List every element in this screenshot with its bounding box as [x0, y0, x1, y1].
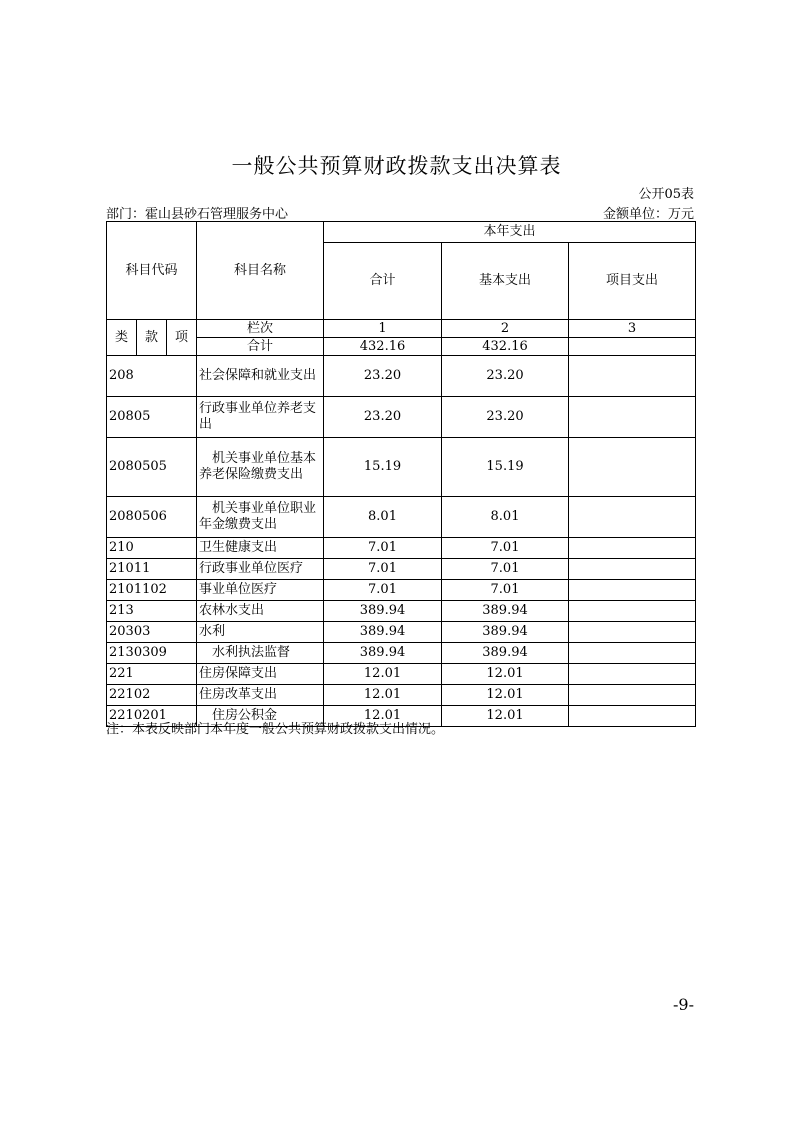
row-project	[569, 397, 696, 438]
sum-project	[569, 338, 696, 356]
row-project	[569, 601, 696, 622]
row-name: 卫生健康支出	[197, 538, 324, 559]
row-code: 213	[107, 601, 197, 622]
row-project	[569, 438, 696, 497]
row-total: 23.20	[324, 356, 442, 397]
header-total: 合计	[324, 243, 442, 320]
row-code: 20805	[107, 397, 197, 438]
department-label: 部门：霍山县砂石管理服务中心	[106, 207, 289, 222]
row-name: 农林水支出	[197, 601, 324, 622]
row-name: 住房保障支出	[197, 664, 324, 685]
row-total: 12.01	[324, 706, 442, 727]
row-name: 水利	[197, 622, 324, 643]
row-basic: 15.19	[442, 438, 569, 497]
row-project	[569, 356, 696, 397]
column-no-label: 栏次	[197, 320, 324, 338]
row-basic: 389.94	[442, 601, 569, 622]
row-project	[569, 538, 696, 559]
row-total: 7.01	[324, 538, 442, 559]
row-total: 7.01	[324, 559, 442, 580]
row-name: 水利执法监督	[197, 643, 324, 664]
row-basic: 23.20	[442, 356, 569, 397]
row-code: 2210201	[107, 706, 197, 727]
table-row	[107, 643, 696, 664]
sum-total: 432.16	[324, 338, 442, 356]
row-code: 2130309	[107, 643, 197, 664]
row-basic: 7.01	[442, 559, 569, 580]
row-code: 22102	[107, 685, 197, 706]
header-project: 项目支出	[569, 243, 696, 320]
row-code: 20303	[107, 622, 197, 643]
row-project	[569, 685, 696, 706]
row-project	[569, 580, 696, 601]
row-basic: 389.94	[442, 643, 569, 664]
table-row	[107, 622, 696, 643]
row-basic: 7.01	[442, 580, 569, 601]
budget-table	[106, 221, 696, 727]
row-basic: 12.01	[442, 664, 569, 685]
row-total: 389.94	[324, 643, 442, 664]
row-project	[569, 664, 696, 685]
row-total: 23.20	[324, 397, 442, 438]
row-basic: 12.01	[442, 706, 569, 727]
table-row	[107, 497, 696, 538]
row-name: 事业单位医疗	[197, 580, 324, 601]
sum-basic: 432.16	[442, 338, 569, 356]
row-code: 2080506	[107, 497, 197, 538]
row-project	[569, 497, 696, 538]
row-code: 208	[107, 356, 197, 397]
column-no-1: 1	[324, 320, 442, 338]
row-code: 21011	[107, 559, 197, 580]
row-total: 389.94	[324, 601, 442, 622]
row-project	[569, 706, 696, 727]
row-name: 行政事业单位医疗	[197, 559, 324, 580]
table-row	[107, 559, 696, 580]
row-total: 12.01	[324, 685, 442, 706]
sum-label: 合计	[197, 338, 324, 356]
row-name: 机关事业单位基本养老保险缴费支出	[197, 438, 324, 497]
unit-label: 金额单位：万元	[602, 207, 694, 222]
table-row	[107, 356, 696, 397]
row-name: 住房改革支出	[197, 685, 324, 706]
row-code: 2101102	[107, 580, 197, 601]
row-project	[569, 622, 696, 643]
table-row	[107, 601, 696, 622]
row-basic: 12.01	[442, 685, 569, 706]
table-row	[107, 664, 696, 685]
header-code: 科目代码	[107, 222, 197, 320]
row-name: 行政事业单位养老支出	[197, 397, 324, 438]
header-xiang: 项	[167, 320, 197, 356]
row-name: 社会保障和就业支出	[197, 356, 324, 397]
row-project	[569, 559, 696, 580]
row-total: 7.01	[324, 580, 442, 601]
row-basic: 23.20	[442, 397, 569, 438]
row-basic: 8.01	[442, 497, 569, 538]
page-number: -9-	[673, 995, 694, 1014]
row-project	[569, 643, 696, 664]
row-basic: 7.01	[442, 538, 569, 559]
table-row	[107, 538, 696, 559]
column-no-2: 2	[442, 320, 569, 338]
row-code: 221	[107, 664, 197, 685]
row-code: 2080505	[107, 438, 197, 497]
table-row	[107, 438, 696, 497]
table-row	[107, 580, 696, 601]
header-current-year: 本年支出	[324, 222, 696, 243]
row-name: 机关事业单位职业年金缴费支出	[197, 497, 324, 538]
form-number: 公开05表	[638, 187, 694, 202]
footnote: 注：本表反映部门本年度一般公共预算财政拨款支出情况。	[106, 722, 445, 737]
header-basic: 基本支出	[442, 243, 569, 320]
row-total: 389.94	[324, 622, 442, 643]
column-no-3: 3	[569, 320, 696, 338]
row-total: 8.01	[324, 497, 442, 538]
row-name: 住房公积金	[197, 706, 324, 727]
header-kuan: 款	[137, 320, 167, 356]
row-basic: 389.94	[442, 622, 569, 643]
row-total: 15.19	[324, 438, 442, 497]
table-row	[107, 397, 696, 438]
row-code: 210	[107, 538, 197, 559]
table-row	[107, 685, 696, 706]
row-total: 12.01	[324, 664, 442, 685]
header-name: 科目名称	[197, 222, 324, 320]
header-lei: 类	[107, 320, 137, 356]
page-title: 一般公共预算财政拨款支出决算表	[231, 154, 562, 178]
